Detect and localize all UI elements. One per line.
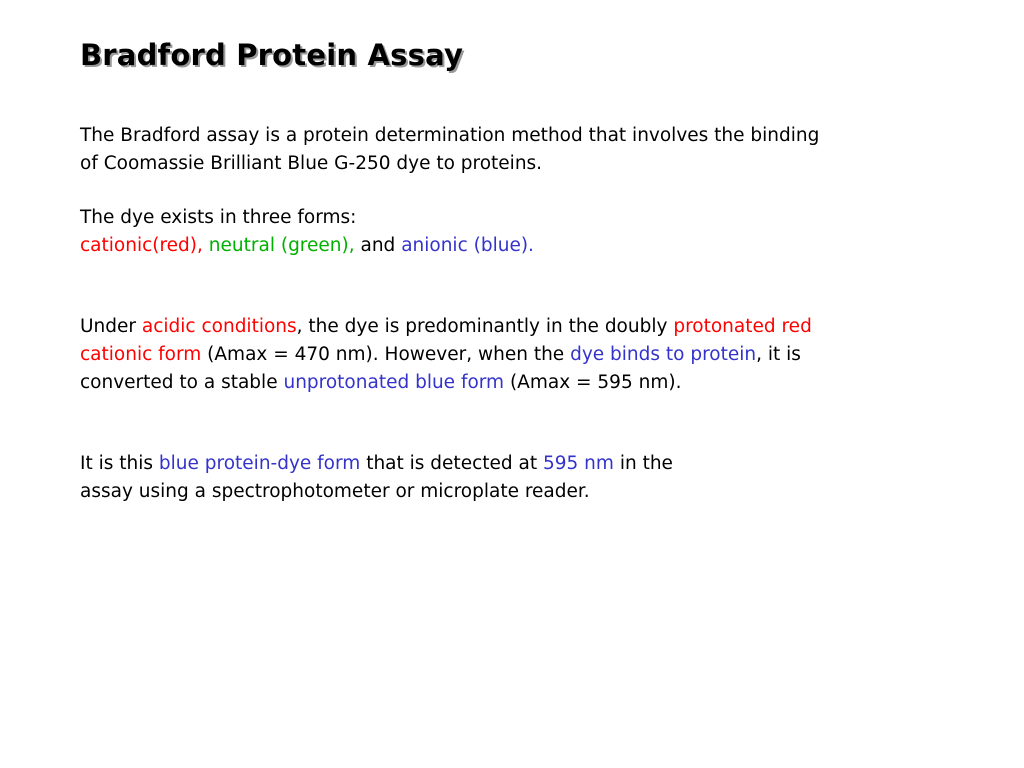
and-text: and — [360, 235, 396, 256]
protonated-red-text: protonated red — [673, 316, 812, 337]
paragraph-intro — [80, 122, 960, 178]
dye-forms-heading: The dye exists in three forms: — [80, 207, 357, 228]
anionic-blue-text: anionic (blue). — [401, 235, 534, 256]
595nm-text: 595 nm — [542, 453, 614, 474]
cationic-red-text: cationic(red), — [80, 235, 203, 256]
detected-at-text: that is detected at — [366, 453, 538, 474]
it-is-this-text: It is this — [80, 453, 154, 474]
cationic-form-text: cationic form — [80, 344, 202, 365]
amax-595-text: (Amax = 595 nm). — [509, 372, 682, 393]
paragraph-detection — [80, 450, 960, 506]
unprotonated-blue-text: unprotonated blue form — [283, 372, 505, 393]
under-text: Under — [80, 316, 136, 337]
paragraph-conditions — [80, 313, 960, 397]
converted-text: converted to a stable — [80, 372, 278, 393]
intro-line-1: The Bradford assay is a protein determination method that involves the binding — [80, 125, 820, 146]
blue-protein-dye-text: blue protein-dye form — [158, 453, 361, 474]
intro-line-2: of Coomassie Brilliant Blue G-250 dye to proteins. — [80, 153, 543, 174]
acidic-conditions-text: acidic conditions — [141, 316, 297, 337]
spectrophotometer-text: assay using a spectrophotometer or microplate reader. — [80, 481, 590, 502]
amax-470-text: (Amax = 470 nm). However, when the — [207, 344, 565, 365]
in-the-text: in the — [619, 453, 673, 474]
neutral-green-text: neutral (green), — [208, 235, 355, 256]
slide-title: Bradford Protein Assay — [80, 38, 464, 72]
paragraph-dye-forms — [80, 204, 960, 260]
dye-binds-text: dye binds to protein — [570, 344, 757, 365]
it-is-text: , it is — [756, 344, 801, 365]
predominantly-text: , the dye is predominantly in the doubly — [296, 316, 668, 337]
